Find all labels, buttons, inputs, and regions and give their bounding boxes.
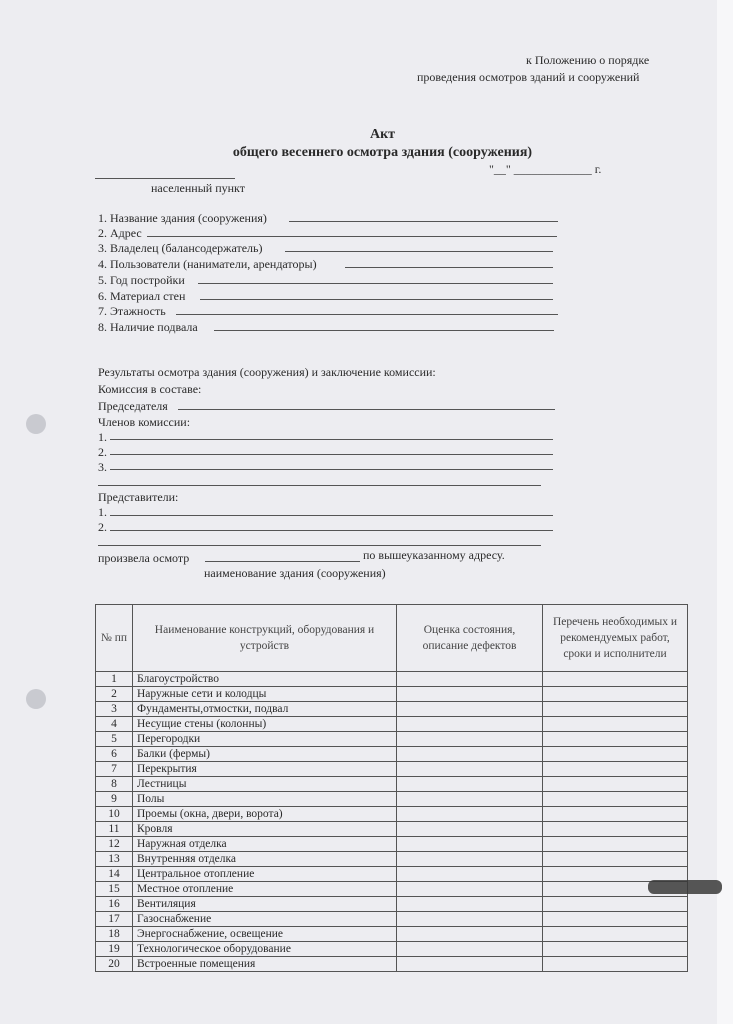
row-assessment xyxy=(397,837,543,852)
row-name: Энергоснабжение, освещение xyxy=(133,927,397,942)
row-assessment xyxy=(397,717,543,732)
row-works xyxy=(543,687,688,702)
scan-smudge xyxy=(648,880,722,894)
row-num: 2 xyxy=(96,687,133,702)
field-line xyxy=(178,409,555,410)
field-owner: 3. Владелец (балансодержатель) xyxy=(98,241,263,255)
row-assessment xyxy=(397,702,543,717)
row-works xyxy=(543,852,688,867)
field-floors: 7. Этажность xyxy=(98,304,166,318)
field-address: 2. Адрес xyxy=(98,226,142,240)
row-assessment xyxy=(397,912,543,927)
header-works: Перечень необходимых и рекомендуемых работ, сроки и исполнители xyxy=(543,605,688,672)
reps-label: Представители: xyxy=(98,490,179,504)
row-works xyxy=(543,807,688,822)
row-works xyxy=(543,912,688,927)
member-3: 3. xyxy=(98,460,107,474)
table-row xyxy=(96,762,688,777)
table-row xyxy=(96,912,688,927)
row-name: Вентиляция xyxy=(133,897,397,912)
commission-composition: Комиссия в составе: xyxy=(98,382,202,396)
row-works xyxy=(543,837,688,852)
locality-line xyxy=(95,178,235,179)
row-works xyxy=(543,792,688,807)
table-row xyxy=(96,807,688,822)
row-num: 19 xyxy=(96,942,133,957)
row-name: Балки (фермы) xyxy=(133,747,397,762)
row-assessment xyxy=(397,942,543,957)
row-works xyxy=(543,717,688,732)
row-num: 1 xyxy=(96,672,133,687)
row-name: Лестницы xyxy=(133,777,397,792)
row-works xyxy=(543,732,688,747)
row-name: Фундаменты,отмостки, подвал xyxy=(133,702,397,717)
row-num: 12 xyxy=(96,837,133,852)
row-num: 18 xyxy=(96,927,133,942)
field-building-name: 1. Название здания (сооружения) xyxy=(98,211,267,225)
table-row xyxy=(96,702,688,717)
table-row xyxy=(96,852,688,867)
table-row xyxy=(96,837,688,852)
row-name: Местное отопление xyxy=(133,882,397,897)
row-name: Кровля xyxy=(133,822,397,837)
field-line xyxy=(98,485,541,486)
row-name: Благоустройство xyxy=(133,672,397,687)
row-assessment xyxy=(397,777,543,792)
title-subtitle: общего весеннего осмотра здания (сооружения) xyxy=(232,145,533,160)
row-name: Встроенные помещения xyxy=(133,957,397,972)
field-line xyxy=(176,314,558,315)
member-2: 2. xyxy=(98,445,107,459)
results-intro: Результаты осмотра здания (сооружения) и заключение комиссии: xyxy=(98,365,436,379)
field-line xyxy=(110,530,553,531)
row-name: Наружные сети и колодцы xyxy=(133,687,397,702)
row-works xyxy=(543,702,688,717)
field-line xyxy=(205,561,360,562)
table-row xyxy=(96,747,688,762)
table-row xyxy=(96,882,688,897)
table-row xyxy=(96,927,688,942)
row-works xyxy=(543,927,688,942)
row-num: 3 xyxy=(96,702,133,717)
row-num: 17 xyxy=(96,912,133,927)
field-line xyxy=(345,267,553,268)
row-assessment xyxy=(397,867,543,882)
field-line xyxy=(200,299,553,300)
row-assessment xyxy=(397,882,543,897)
row-num: 7 xyxy=(96,762,133,777)
row-num: 9 xyxy=(96,792,133,807)
header-num: № пп xyxy=(96,605,133,672)
table-row xyxy=(96,942,688,957)
address-tail: по вышеуказанному адресу. xyxy=(363,548,505,562)
locality-label: населенный пункт xyxy=(151,181,245,195)
row-name: Газоснабжение xyxy=(133,912,397,927)
chair-label: Председателя xyxy=(98,399,168,413)
table-row xyxy=(96,687,688,702)
row-name: Технологическое оборудование xyxy=(133,942,397,957)
field-wall-material: 6. Материал стен xyxy=(98,289,186,303)
field-users: 4. Пользователи (наниматели, арендаторы) xyxy=(98,257,317,271)
row-works xyxy=(543,897,688,912)
row-works xyxy=(543,762,688,777)
row-assessment xyxy=(397,852,543,867)
row-name: Проемы (окна, двери, ворота) xyxy=(133,807,397,822)
row-num: 13 xyxy=(96,852,133,867)
field-line xyxy=(110,515,553,516)
row-num: 14 xyxy=(96,867,133,882)
row-num: 20 xyxy=(96,957,133,972)
punch-hole-top xyxy=(26,414,46,434)
row-assessment xyxy=(397,822,543,837)
field-line xyxy=(110,469,553,470)
field-build-year: 5. Год постройки xyxy=(98,273,185,287)
field-line xyxy=(110,439,553,440)
row-num: 10 xyxy=(96,807,133,822)
building-name-caption: наименование здания (сооружения) xyxy=(204,566,386,580)
row-num: 11 xyxy=(96,822,133,837)
field-basement: 8. Наличие подвала xyxy=(98,320,198,334)
rep-1: 1. xyxy=(98,505,107,519)
row-num: 6 xyxy=(96,747,133,762)
field-line xyxy=(110,454,553,455)
header-assessment: Оценка состояния, описание дефектов xyxy=(397,605,543,672)
header-line-1: к Положению о порядке xyxy=(526,53,650,67)
row-works xyxy=(543,777,688,792)
row-assessment xyxy=(397,792,543,807)
inspection-table xyxy=(95,604,688,972)
table-header-row xyxy=(96,605,688,672)
table-row xyxy=(96,672,688,687)
table-row xyxy=(96,957,688,972)
row-num: 15 xyxy=(96,882,133,897)
performed-label: произвела осмотр xyxy=(98,551,190,565)
table-row xyxy=(96,867,688,882)
row-assessment xyxy=(397,747,543,762)
row-name: Внутренняя отделка xyxy=(133,852,397,867)
row-name: Перекрытия xyxy=(133,762,397,777)
row-name: Центральное отопление xyxy=(133,867,397,882)
table-row xyxy=(96,822,688,837)
row-num: 4 xyxy=(96,717,133,732)
table-row xyxy=(96,897,688,912)
field-line xyxy=(214,330,554,331)
rep-2: 2. xyxy=(98,520,107,534)
row-num: 16 xyxy=(96,897,133,912)
table-row xyxy=(96,732,688,747)
row-assessment xyxy=(397,957,543,972)
row-assessment xyxy=(397,807,543,822)
page-edge xyxy=(717,0,733,1024)
row-name: Перегородки xyxy=(133,732,397,747)
row-assessment xyxy=(397,762,543,777)
members-label: Членов комиссии: xyxy=(98,415,191,429)
row-num: 5 xyxy=(96,732,133,747)
row-name: Полы xyxy=(133,792,397,807)
row-assessment xyxy=(397,672,543,687)
row-works xyxy=(543,747,688,762)
row-assessment xyxy=(397,687,543,702)
row-name: Наружная отделка xyxy=(133,837,397,852)
field-line xyxy=(198,283,553,284)
field-line xyxy=(289,221,558,222)
table-row xyxy=(96,792,688,807)
field-line xyxy=(98,545,541,546)
row-assessment xyxy=(397,897,543,912)
row-assessment xyxy=(397,927,543,942)
table-row xyxy=(96,717,688,732)
row-works xyxy=(543,672,688,687)
row-assessment xyxy=(397,732,543,747)
header-name: Наименование конструкций, оборудования и устройств xyxy=(133,605,397,672)
row-works xyxy=(543,942,688,957)
field-line xyxy=(147,236,557,237)
date-line: "__" _____________ г. xyxy=(489,162,602,176)
row-name: Несущие стены (колонны) xyxy=(133,717,397,732)
member-1: 1. xyxy=(98,430,107,444)
punch-hole-bottom xyxy=(26,689,46,709)
row-num: 8 xyxy=(96,777,133,792)
header-line-2: проведения осмотров зданий и сооружений xyxy=(417,70,640,84)
row-works xyxy=(543,957,688,972)
row-works xyxy=(543,822,688,837)
title-act: Акт xyxy=(369,127,396,142)
field-line xyxy=(285,251,553,252)
table-row xyxy=(96,777,688,792)
